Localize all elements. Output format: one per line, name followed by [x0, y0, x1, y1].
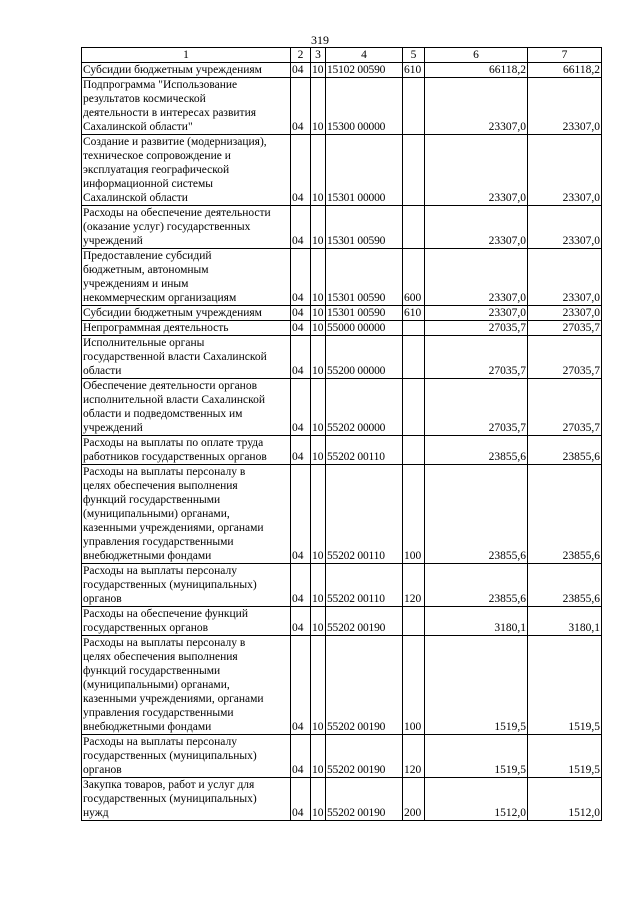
section-cell: 10	[312, 322, 324, 334]
table-row	[82, 436, 602, 465]
row-name-cell	[82, 735, 291, 778]
row-name-line: некоммерческим организациям	[83, 292, 237, 304]
header-cell-4: 4	[326, 48, 403, 63]
row-name-line: Расходы на обеспечение деятельности	[83, 207, 271, 219]
amount-cell: 66118,2	[425, 63, 528, 78]
row-name-cell	[82, 78, 291, 135]
row-name-cell	[82, 465, 291, 564]
row-name-line: казенными учреждениями, органами	[83, 522, 264, 534]
target-article-cell: 55000 00000	[326, 321, 403, 336]
section-cell: 10	[311, 735, 326, 778]
header-cell-5: 5	[403, 48, 425, 63]
table-row	[82, 379, 602, 436]
target-article-cell: 55200 00000	[326, 336, 403, 379]
row-name-line: Создание и развитие (модернизация),	[83, 136, 267, 148]
code-cell: 04	[291, 735, 311, 778]
row-name-cell	[82, 135, 291, 206]
amount-cell: 23855,6	[528, 465, 602, 564]
row-name-line: казенными учреждениями, органами	[83, 693, 264, 705]
table-row	[82, 564, 602, 607]
row-name-line: работников государственных органов	[83, 451, 267, 463]
expense-type-cell	[403, 206, 425, 249]
expense-type-cell: 100	[403, 636, 425, 735]
budget-table	[81, 47, 602, 821]
section-cell: 10	[311, 778, 326, 821]
section-cell: 10	[311, 249, 326, 306]
row-name-cell	[82, 636, 291, 735]
row-name-cell	[82, 249, 291, 306]
row-name-line: Расходы на выплаты по оплате труда	[83, 437, 264, 449]
section-cell: 10	[311, 636, 326, 735]
row-name-line: государственных (муниципальных)	[83, 793, 257, 805]
row-name-line: (муниципальными) органами,	[83, 508, 230, 520]
row-name-line: органов	[83, 593, 122, 605]
row-name-line: Непрограммная деятельность	[83, 322, 229, 334]
row-name-line: Расходы на выплаты персоналу	[83, 565, 237, 577]
amount-cell: 1512,0	[528, 778, 602, 821]
section-cell: 10	[311, 336, 326, 379]
amount-cell: 23307,0	[425, 249, 528, 306]
amount-cell: 27035,7	[425, 336, 528, 379]
row-name-cell	[82, 379, 291, 436]
target-article-cell: 55202 00190	[326, 636, 403, 735]
expense-type-cell	[403, 436, 425, 465]
expense-type-cell: 200	[403, 778, 425, 821]
amount-cell: 66118,2	[528, 63, 602, 78]
row-name-line: органов	[83, 764, 122, 776]
row-name-line: Расходы на выплаты персоналу	[83, 736, 237, 748]
header-cell-2: 2	[291, 48, 311, 63]
table-row	[82, 321, 602, 336]
amount-cell: 23307,0	[528, 306, 602, 321]
expense-type-cell	[403, 321, 425, 336]
code-cell: 04	[291, 379, 311, 436]
row-name-line: (муниципальными) органами,	[83, 679, 230, 691]
amount-cell: 27035,7	[528, 321, 602, 336]
row-name-line: Сахалинской области	[83, 192, 188, 204]
row-name-line: Предоставление субсидий	[83, 250, 212, 262]
row-name-line: внебюджетными фондами	[83, 721, 212, 733]
row-name-cell	[82, 564, 291, 607]
section-cell: 10	[311, 135, 326, 206]
amount-cell: 27035,7	[528, 336, 602, 379]
amount-cell: 1519,5	[425, 735, 528, 778]
target-article-cell: 55202 00110	[326, 465, 403, 564]
target-article-cell: 15301 00590	[326, 306, 403, 321]
row-name-line: Закупка товаров, работ и услуг для	[83, 779, 255, 791]
amount-cell: 23855,6	[425, 564, 528, 607]
code-cell: 04	[291, 78, 311, 135]
section-cell: 10	[311, 564, 326, 607]
amount-cell: 23307,0	[528, 135, 602, 206]
amount-cell: 23307,0	[425, 135, 528, 206]
amount-cell: 23307,0	[528, 206, 602, 249]
row-name-line: области	[83, 365, 122, 377]
row-name-line: учреждений	[83, 422, 143, 434]
expense-type-cell	[403, 379, 425, 436]
section-cell: 10	[311, 465, 326, 564]
row-name-line: государственных (муниципальных)	[83, 750, 257, 762]
code-cell: 04	[291, 607, 311, 636]
expense-type-cell: 600	[403, 249, 425, 306]
amount-cell: 23307,0	[528, 249, 602, 306]
table-row	[82, 78, 602, 135]
page-number: 319	[311, 33, 329, 47]
code-cell: 04	[291, 306, 311, 321]
amount-cell: 3180,1	[425, 607, 528, 636]
header-cell-7: 7	[528, 48, 602, 63]
amount-cell: 1519,5	[528, 636, 602, 735]
target-article-cell: 15300 00000	[326, 78, 403, 135]
row-name-line: Исполнительные органы	[83, 337, 205, 349]
header-cell-6: 6	[425, 48, 528, 63]
code-cell: 04	[291, 465, 311, 564]
header-cell-1: 1	[82, 48, 291, 63]
table-row	[82, 63, 602, 78]
table-header-row	[82, 48, 602, 63]
row-name-line: Сахалинской области"	[83, 121, 193, 133]
row-name-line: информационной системы	[83, 178, 214, 190]
row-name-cell	[82, 306, 291, 321]
row-name-line: учреждениям и иным	[83, 278, 189, 290]
row-name-line: учреждений	[83, 235, 143, 247]
table-row	[82, 607, 602, 636]
target-article-cell: 55202 00110	[326, 436, 403, 465]
amount-cell: 23855,6	[425, 465, 528, 564]
expense-type-cell: 120	[403, 564, 425, 607]
row-name-cell	[82, 778, 291, 821]
amount-cell: 3180,1	[528, 607, 602, 636]
row-name-line: Подпрограмма "Использование	[83, 79, 238, 91]
amount-cell: 1519,5	[425, 636, 528, 735]
row-name-line: целях обеспечения выполнения	[83, 651, 238, 663]
table-body	[82, 48, 602, 821]
section-cell: 10	[311, 607, 326, 636]
amount-cell: 23307,0	[425, 78, 528, 135]
row-name-cell	[82, 436, 291, 465]
row-name-line: Субсидии бюджетным учреждениям	[83, 307, 262, 319]
section-cell: 10	[312, 307, 324, 319]
amount-cell: 23307,0	[425, 206, 528, 249]
code-cell: 04	[291, 564, 311, 607]
amount-cell: 27035,7	[425, 379, 528, 436]
expense-type-cell: 120	[403, 735, 425, 778]
expense-type-cell	[403, 135, 425, 206]
section-cell: 10	[311, 379, 326, 436]
code-cell: 04	[291, 436, 311, 465]
amount-cell: 23855,6	[528, 564, 602, 607]
row-name-line: функций государственными	[83, 494, 221, 506]
section-cell: 10	[311, 436, 326, 465]
target-article-cell: 15301 00000	[326, 135, 403, 206]
row-name-cell	[82, 321, 291, 336]
header-cell-3: 3	[311, 48, 326, 63]
target-article-cell: 55202 00190	[326, 607, 403, 636]
row-name-line: управления государственными	[83, 536, 234, 548]
row-name-cell	[82, 63, 291, 78]
table-row	[82, 465, 602, 564]
expense-type-cell	[403, 336, 425, 379]
row-name-cell	[82, 607, 291, 636]
amount-cell: 23307,0	[425, 306, 528, 321]
target-article-cell: 15301 00590	[326, 249, 403, 306]
expense-type-cell: 100	[403, 465, 425, 564]
expense-type-cell: 610	[403, 63, 425, 78]
row-name-line: целях обеспечения выполнения	[83, 480, 238, 492]
row-name-line: Расходы на обеспечение функций	[83, 608, 248, 620]
code-cell: 04	[291, 321, 311, 336]
code-cell: 04	[291, 778, 311, 821]
target-article-cell: 55202 00110	[326, 564, 403, 607]
row-name-line: нужд	[83, 807, 109, 819]
target-article-cell: 55202 00000	[326, 379, 403, 436]
row-name-line: техническое сопровождение и	[83, 150, 231, 162]
row-name-line: бюджетным, автономным	[83, 264, 209, 276]
row-name-cell	[82, 206, 291, 249]
code-cell: 04	[291, 249, 311, 306]
amount-cell: 1512,0	[425, 778, 528, 821]
row-name-line: Обеспечение деятельности органов	[83, 380, 258, 392]
table-row	[82, 249, 602, 306]
row-name-line: исполнительной власти Сахалинской	[83, 394, 266, 406]
expense-type-cell	[403, 607, 425, 636]
section-cell: 10	[311, 78, 326, 135]
code-cell: 04	[291, 135, 311, 206]
target-article-cell: 55202 00190	[326, 735, 403, 778]
code-cell: 04	[291, 206, 311, 249]
row-name-line: (оказание услуг) государственных	[83, 221, 251, 233]
code-cell: 04	[291, 336, 311, 379]
table-row	[82, 336, 602, 379]
target-article-cell: 55202 00190	[326, 778, 403, 821]
row-name-line: внебюджетными фондами	[83, 550, 212, 562]
target-article-cell: 15102 00590	[326, 63, 403, 78]
expense-type-cell: 610	[403, 306, 425, 321]
section-cell: 10	[312, 64, 324, 76]
table-row	[82, 135, 602, 206]
code-cell: 04	[291, 63, 311, 78]
row-name-line: деятельности в интересах развития	[83, 107, 257, 119]
amount-cell: 1519,5	[528, 735, 602, 778]
row-name-line: Субсидии бюджетным учреждениям	[83, 64, 262, 76]
table-row	[82, 206, 602, 249]
table-row	[82, 778, 602, 821]
expense-type-cell	[403, 78, 425, 135]
amount-cell: 27035,7	[425, 321, 528, 336]
row-name-line: государственных органов	[83, 622, 209, 634]
target-article-cell: 15301 00590	[326, 206, 403, 249]
row-name-line: государственных (муниципальных)	[83, 579, 257, 591]
row-name-line: Расходы на выплаты персоналу в	[83, 466, 246, 478]
amount-cell: 27035,7	[528, 379, 602, 436]
amount-cell: 23855,6	[528, 436, 602, 465]
row-name-cell	[82, 336, 291, 379]
row-name-line: области и подведомственных им	[83, 408, 243, 420]
row-name-line: управления государственными	[83, 707, 234, 719]
row-name-line: результатов космической	[83, 93, 206, 105]
row-name-line: функций государственными	[83, 665, 221, 677]
table-row	[82, 735, 602, 778]
row-name-line: государственной власти Сахалинской	[83, 351, 267, 363]
table-row	[82, 636, 602, 735]
code-cell: 04	[291, 636, 311, 735]
row-name-line: Расходы на выплаты персоналу в	[83, 637, 246, 649]
table-row	[82, 306, 602, 321]
row-name-line: эксплуатация географической	[83, 164, 230, 176]
amount-cell: 23307,0	[528, 78, 602, 135]
amount-cell: 23855,6	[425, 436, 528, 465]
section-cell: 10	[311, 206, 326, 249]
